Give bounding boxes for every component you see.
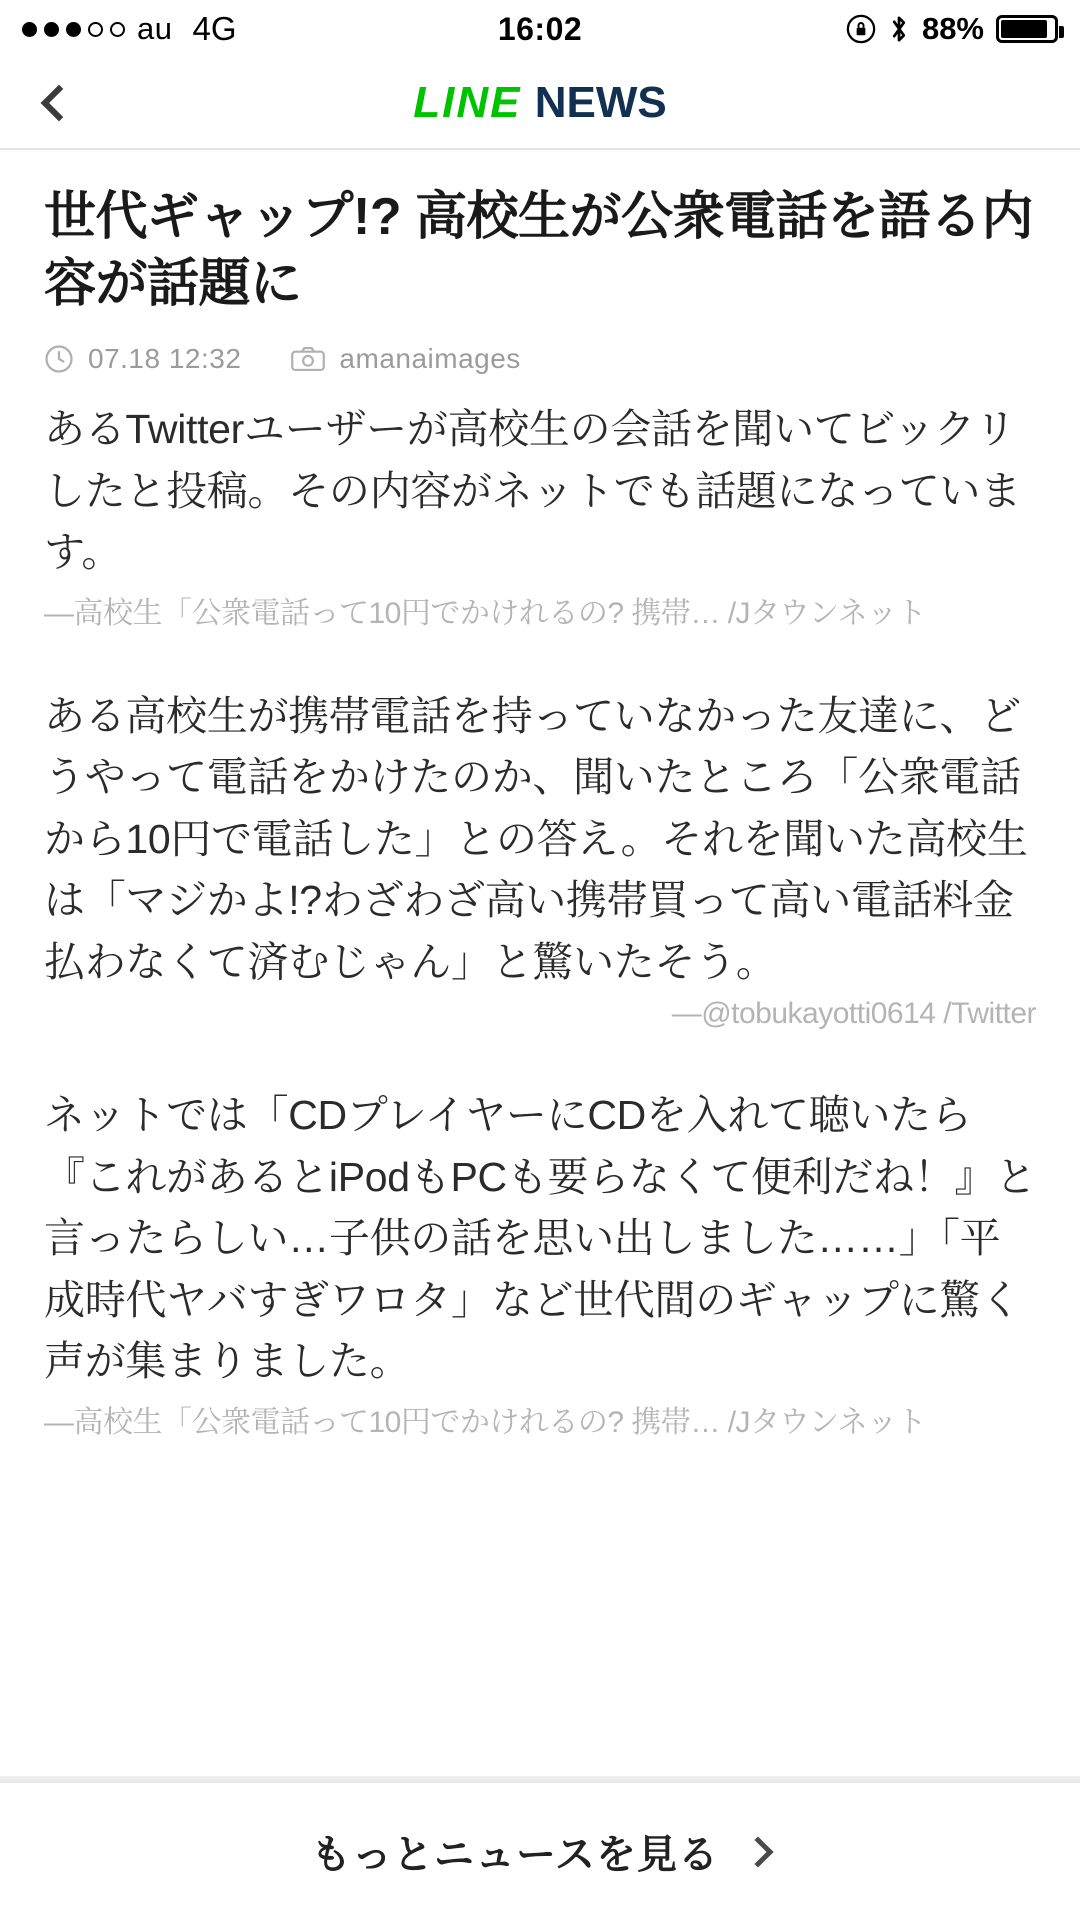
carrier-label: au xyxy=(137,11,173,46)
navigation-bar xyxy=(0,58,1080,150)
more-news-button[interactable] xyxy=(0,1780,1080,1920)
chevron-left-icon xyxy=(41,85,78,122)
article-source[interactable]: —@tobukayotti0614 /Twitter xyxy=(671,997,1036,1031)
clock-label: 16:02 xyxy=(497,10,583,47)
paragraph-gap xyxy=(44,1031,1036,1061)
article-source[interactable]: —高校生「公衆電話って10円でかけれるの? 携帯… /Jタウンネット xyxy=(44,1405,927,1439)
camera-icon xyxy=(291,346,325,372)
article-paragraph: ある高校生が携帯電話を持っていなかった友達に、どうやって電話をかけたのか、聞いたところ「公衆電話から10円で電話した」との答え。それを聞いた高校生は「マジかよ!?わざわざ高い携帯買って高い電話料金払わなくて済むじゃん」と驚いたそう。 xyxy=(44,692,1028,985)
bottom-spacer xyxy=(44,1441,1036,1467)
back-button[interactable] xyxy=(0,57,110,149)
article-source[interactable]: —高校生「公衆電話って10円でかけれるの? 携帯… /Jタウンネット xyxy=(44,596,927,630)
battery-icon xyxy=(996,15,1058,43)
publish-date: 07.18 12:32 xyxy=(88,343,242,375)
article-meta xyxy=(44,343,1036,375)
battery-fill xyxy=(1001,20,1047,38)
image-credit: amanaimages xyxy=(339,343,521,375)
battery-percent-label: 88% xyxy=(921,11,984,46)
app-title xyxy=(0,78,1080,128)
chevron-right-icon xyxy=(742,1836,773,1867)
brand-news-label: NEWS xyxy=(534,78,667,127)
network-type-label: 4G xyxy=(192,10,237,47)
article-body xyxy=(0,150,1080,1467)
more-news-label: もっとニュースを見る xyxy=(311,1833,719,1877)
article-paragraph: あるTwitterユーザーが高校生の会話を聞いてビックリしたと投稿。その内容がネットでも話題になっています。 xyxy=(44,406,1021,576)
page-title: 世代ギャップ!? 高校生が公衆電話を語る内容が話題に xyxy=(44,188,1034,313)
article-paragraph: ネットでは「CDプレイヤーにCDを入れて聴いたら『これがあるとiPodもPCも要らなくて便利だね！』と言ったらしい…子供の話を思い出しました……」「平成時代ヤバすぎワロタ」など世代間のギャップに驚く声が集まりました。 xyxy=(44,1092,1036,1385)
brand-line-label: LINE xyxy=(413,78,522,127)
status-bar xyxy=(0,0,1080,58)
clock-icon xyxy=(44,344,74,374)
paragraph-gap xyxy=(44,632,1036,662)
